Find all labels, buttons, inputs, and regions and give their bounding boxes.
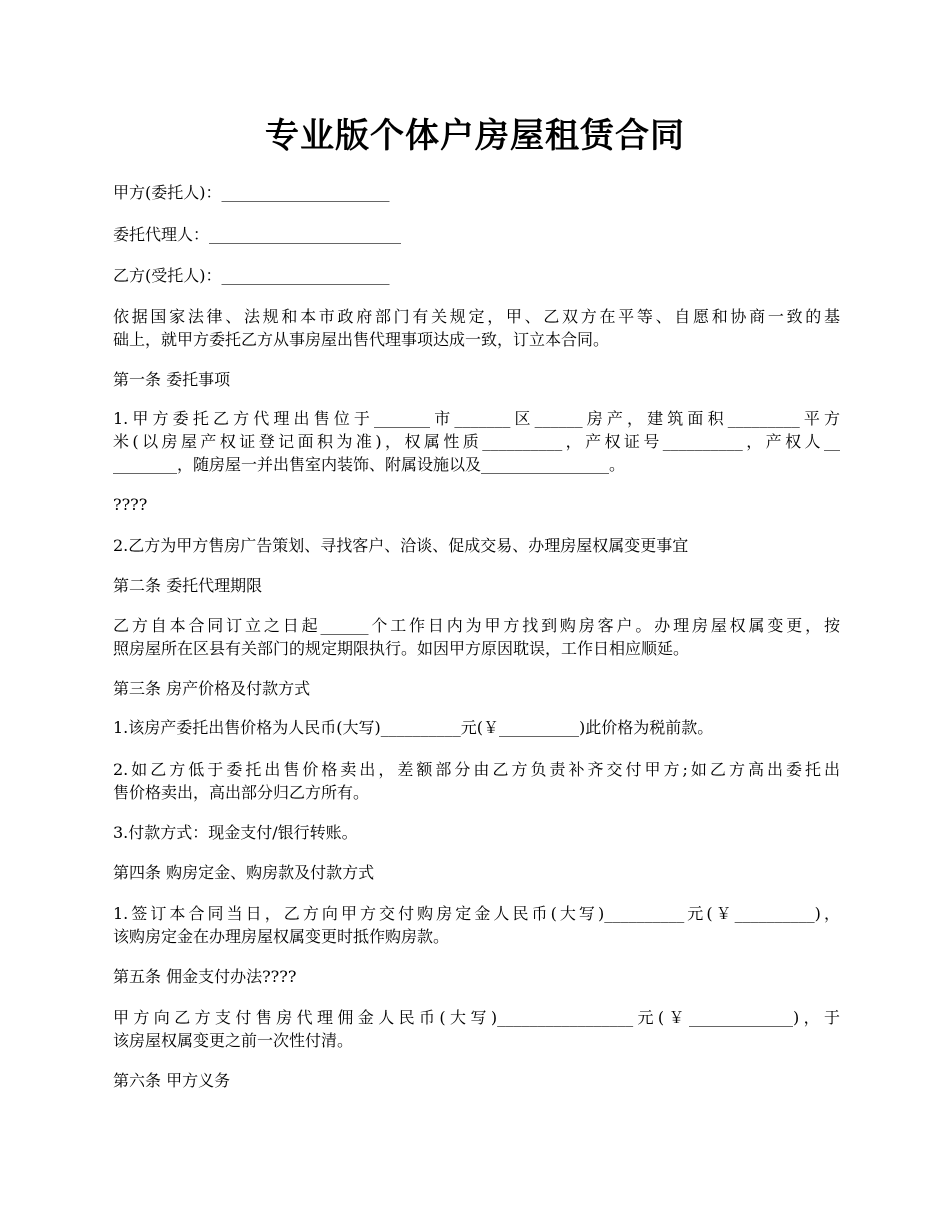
- article-5-line-2: 该房屋权属变更之前一次性付清。: [113, 1031, 354, 1050]
- article-5-line-1: 甲方向乙方支付售房代理佣金人民币(大写)_________________元(￥_____________)，于: [113, 1008, 840, 1027]
- article-1-item-2: 2.乙方为甲方售房广告策划、寻找客户、洽谈、促成交易、办理房屋权属变更事宜: [113, 536, 689, 555]
- article-5-heading: 第五条 佣金支付办法????: [113, 967, 297, 986]
- article-4-item-1-line-2: 该购房定金在办理房屋权属变更时抵作购房款。: [113, 927, 450, 946]
- article-1-item-1-line-2: 米(以房屋产权证登记面积为准)，权属性质__________，产权证号__________，产权人__: [113, 432, 840, 451]
- article-1-heading: 第一条 委托事项: [113, 370, 231, 389]
- article-3-item-2-line-2: 售价格卖出，高出部分归乙方所有。: [113, 783, 370, 802]
- article-3-item-3: 3.付款方式：现金支付/银行转账。: [113, 823, 358, 842]
- party-a-line: 甲方(委托人)：_____________________: [113, 183, 390, 202]
- article-3-item-2-line-1: 2.如乙方低于委托出售价格卖出，差额部分由乙方负责补齐交付甲方;如乙方高出委托出: [113, 760, 840, 779]
- article-4-heading: 第四条 购房定金、购房款及付款方式: [113, 863, 375, 882]
- page-title: 专业版个体户房屋租赁合同: [265, 116, 685, 156]
- preamble-line-1: 依据国家法律、法规和本市政府部门有关规定，甲、乙双方在平等、自愿和协商一致的基: [113, 307, 840, 326]
- preamble-line-2: 础上，就甲方委托乙方从事房屋出售代理事项达成一致，订立本合同。: [113, 330, 610, 349]
- article-2-line-1: 乙方自本合同订立之日起______个工作日内为甲方找到购房客户。办理房屋权属变更，按: [113, 616, 840, 635]
- article-3-heading: 第三条 房产价格及付款方式: [113, 679, 311, 698]
- article-3-item-1: 1.该房产委托出售价格为人民币(大写)__________元(￥__________)此价格为税前款。: [113, 718, 714, 737]
- agent-line: 委托代理人：________________________: [113, 225, 402, 244]
- party-b-line: 乙方(受托人)：_____________________: [113, 266, 390, 285]
- placeholder-line: ????: [113, 495, 148, 514]
- article-2-heading: 第二条 委托代理期限: [113, 576, 263, 595]
- article-6-heading: 第六条 甲方义务: [113, 1071, 231, 1090]
- article-1-item-1-line-1: 1.甲方委托乙方代理出售位于_______市_______区______房产，建筑面积_________平方: [113, 409, 840, 428]
- article-2-line-2: 照房屋所在区县有关部门的规定期限执行。如因甲方原因耽误，工作日相应顺延。: [113, 639, 690, 658]
- article-4-item-1-line-1: 1.签订本合同当日，乙方向甲方交付购房定金人民币(大写)__________元(￥__________)，: [113, 904, 840, 923]
- article-1-item-1-line-3: ________，随房屋一并出售室内装饰、附属设施以及________________。: [113, 455, 626, 474]
